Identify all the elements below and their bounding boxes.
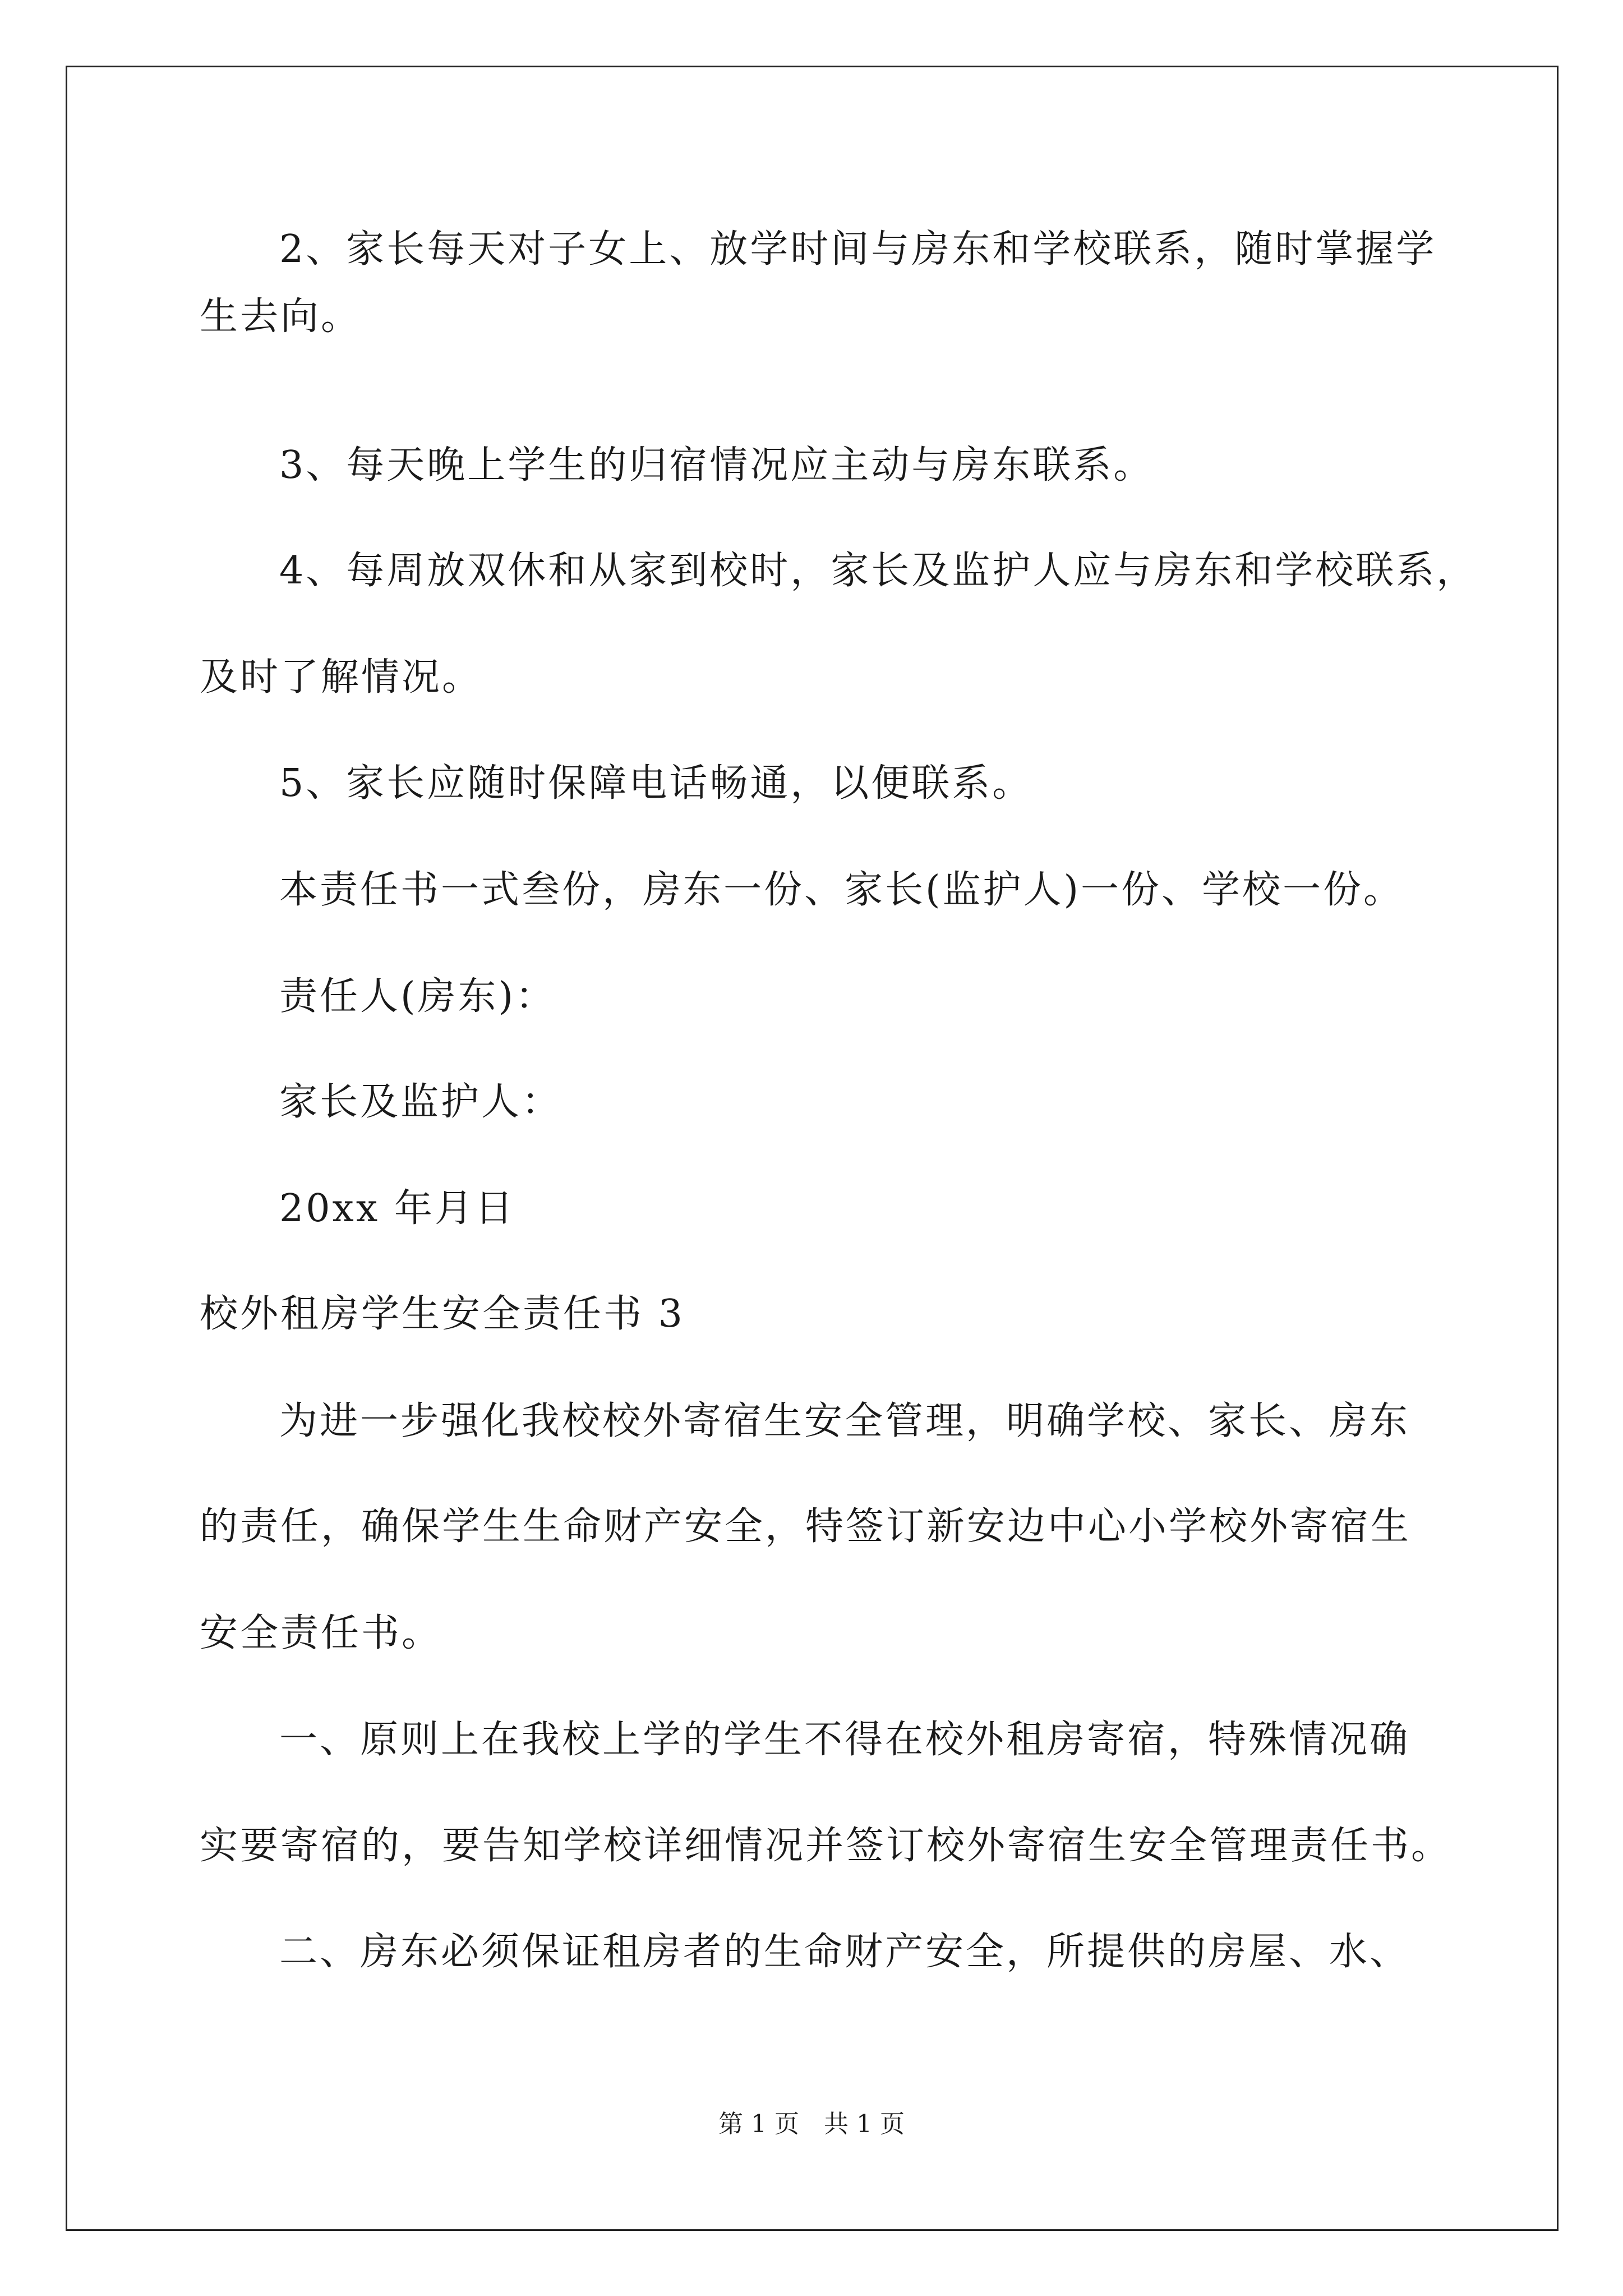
paragraph-line: 为进一步强化我校校外寄宿生安全管理，明确学校、家长、房东: [279, 1399, 1410, 1443]
paragraph-line: 的责任，确保学生生命财产安全，特签订新安边中心小学校外寄宿生: [200, 1504, 1412, 1549]
page-footer: 第 1 页 共 1 页: [718, 2110, 905, 2138]
page-border: [66, 66, 1559, 2231]
paragraph-line: 4、每周放双休和从家到校时，家长及监护人应与房东和学校联系，: [279, 549, 1477, 593]
section-heading: 校外租房学生安全责任书 3: [200, 1292, 685, 1336]
signature-line-landlord: 责任人(房东)：: [279, 974, 556, 1019]
paragraph-line: 二、房东必须保证租房者的生命财产安全，所提供的房屋、水、: [279, 1930, 1410, 1974]
paragraph-line: 5、家长应随时保障电话畅通，以便联系。: [279, 761, 1033, 806]
paragraph-line: 实要寄宿的，要告知学校详细情况并签订校外寄宿生安全管理责任书。: [200, 1824, 1452, 1868]
paragraph-line: 一、原则上在我校上学的学生不得在校外租房寄宿，特殊情况确: [279, 1718, 1410, 1762]
paragraph-line: 本责任书一式叁份，房东一份、家长(监护人)一份、学校一份。: [279, 868, 1404, 912]
paragraph-line: 2、家长每天对子女上、放学时间与房东和学校联系，随时掌握学: [279, 227, 1437, 272]
paragraph-line: 生去向。: [200, 295, 362, 339]
date-line: 20xx 年月日: [279, 1186, 515, 1231]
paragraph-line: 安全责任书。: [200, 1611, 442, 1655]
paragraph-line: 及时了解情况。: [200, 655, 483, 700]
signature-line-guardian: 家长及监护人：: [279, 1080, 562, 1124]
paragraph-line: 3、每天晚上学生的归宿情况应主动与房东联系。: [279, 443, 1154, 487]
